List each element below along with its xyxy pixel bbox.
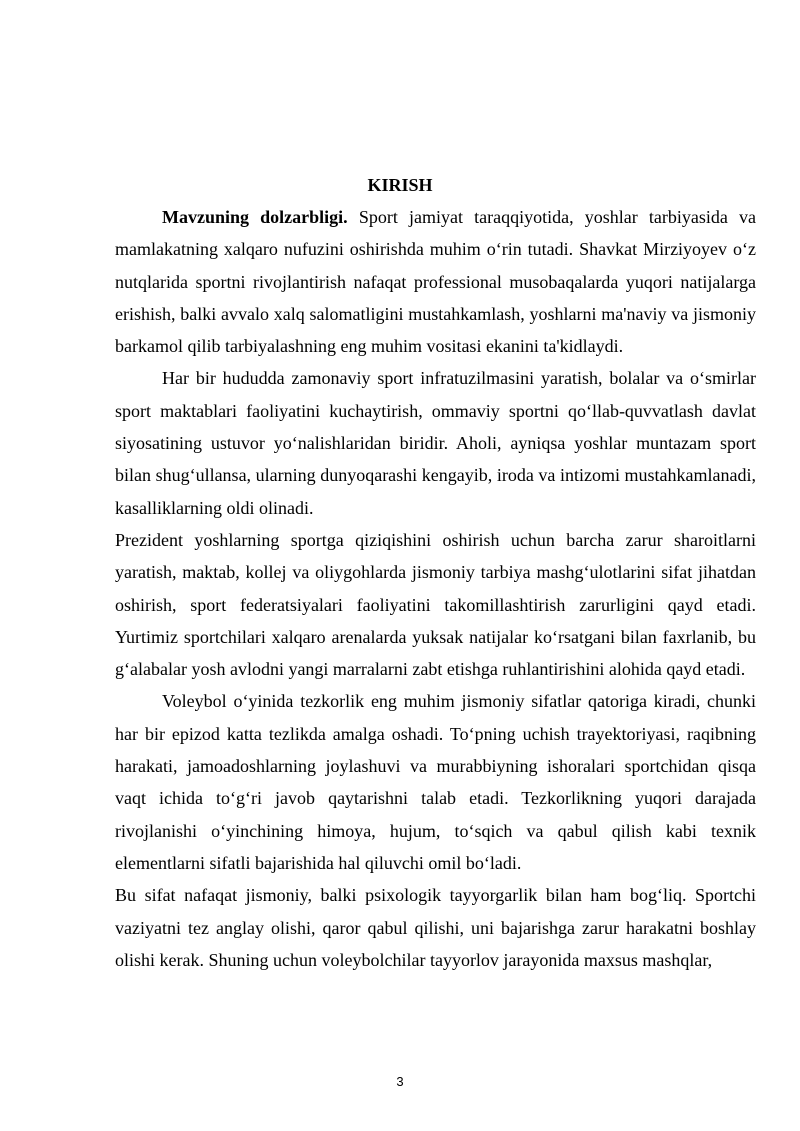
paragraph-president: Prezident yoshlarning sportga qiziqishini oshirish uchun barcha zarur sharoitlarni yaratish, maktab, kollej va oliygohlarda jismoniy tarbiya mashg‘ulotlarini sifat jihatdan oshirish, sport federatsiyalari faoliyatini takomillashtirish zarurligini qayd etadi. Yurtimiz sportchilari xalqaro arenalarda yuksak natijalar ko‘rsatgani bilan faxrlanib, bu g‘alabalar yosh avlodni yangi marralarni zabt etishga ruhlantirishini alohida qayd etadi. [115, 529, 756, 680]
paragraph-relevance [115, 201, 756, 362]
body-text [115, 201, 756, 976]
section-heading: KIRISH [367, 175, 433, 195]
paragraph-text: Sport jamiyat taraqqiyotida, yoshlar tarbiyasida va mamlakatning xalqaro nufuzini oshirishda muhim o‘rin tutadi. Shavkat Mirziyoyev o‘z nutqlarida sportni rivojlantirish nafaqat professional musobaqalarda yuqori natijalarga erishish, balki avvalo xalq salomatligini mustahkamlash, yoshlarni ma'naviy va jismoniy barkamol qilib tarbiyalashning eng muhim vositasi ekanini ta'kidlaydi. [115, 207, 756, 357]
paragraph-volleyball-speed: Voleybol o‘yinida tezkorlik eng muhim jismoniy sifatlar qatoriga kiradi, chunki har bir epizod katta tezlikda amalga oshadi. To‘pning uchish trayektoriyasi, raqibning harakati, jamoadoshlarning joylashuvi va murabbiyning ishoralari sportchidan qisqa vaqt ichida to‘g‘ri javob qaytarishni talab etadi. Tezkorlikning yuqori darajada rivojlanishi o‘yinchining himoya, hujum, to‘sqich va qabul qilish kabi texnik elementlarni sifatli bajarishida hal qiluvchi omil bo‘ladi. [115, 691, 756, 873]
paragraph-infrastructure: Har bir hududda zamonaviy sport infratuzilmasini yaratish, bolalar va o‘smirlar sport maktablari faoliyatini kuchaytirish, ommaviy sportni qo‘llab-quvvatlash davlat siyosatining ustuvor yo‘nalishlaridan biridir. Aholi, ayniqsa yoshlar muntazam sport bilan shug‘ullansa, ularning dunyoqarashi kengayib, iroda va intizomi mustahkamlanadi, kasalliklarning oldi olinadi. [115, 368, 756, 518]
paragraph-psychology: Bu sifat nafaqat jismoniy, balki psixologik tayyorgarlik bilan ham bog‘liq. Sportchi vaziyatni tez anglay olishi, qaror qabul qilishi, uni bajarishga zarur harakatni boshlay olishi kerak. Shuning uchun voleybolchilar tayyorlov jarayonida maxsus mashqlar, [115, 885, 756, 970]
paragraph-lead: Mavzuning dolzarbligi. [162, 207, 348, 227]
page-number: 3 [396, 1074, 404, 1089]
